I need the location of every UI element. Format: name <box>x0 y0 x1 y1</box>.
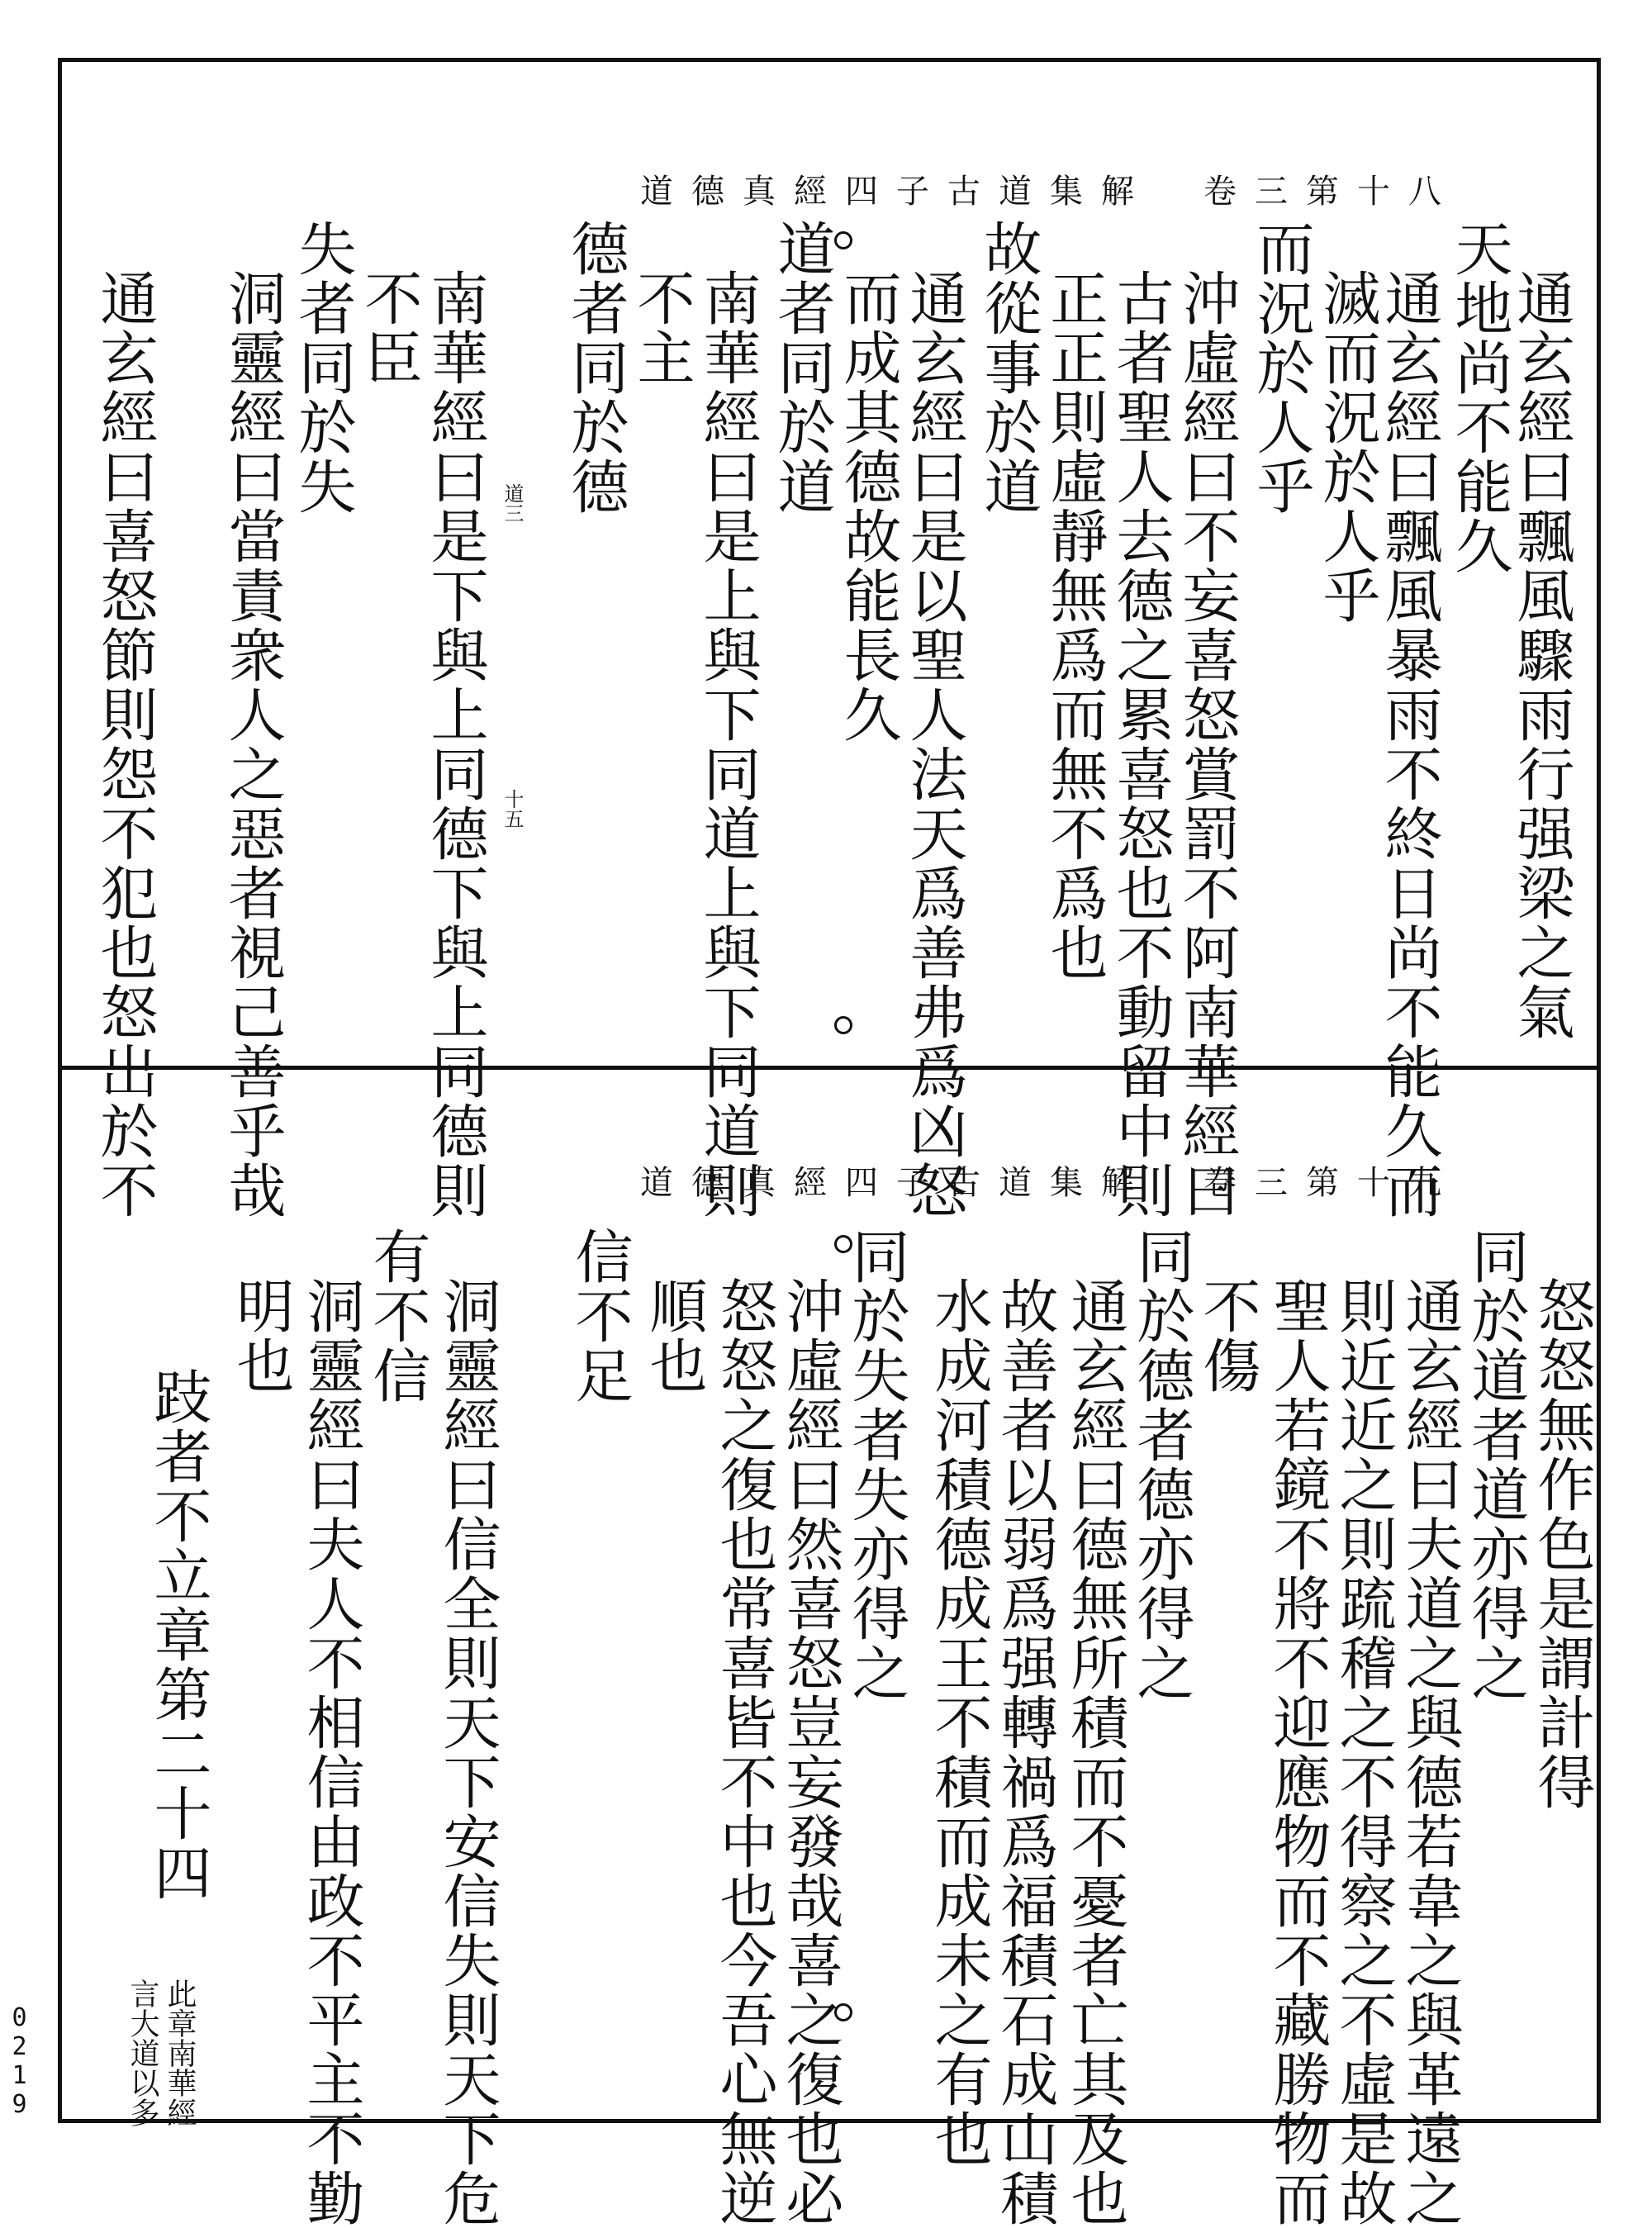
text-column: 通玄經曰夫道之與德若韋之與革遠之 <box>1396 1276 1464 2228</box>
page-number: 0219 <box>5 2003 34 2119</box>
text-column: 沖虛經曰不妄喜怒賞罰不阿南華經曰 <box>1173 268 1241 1220</box>
margin-mark: 十五 <box>501 789 524 829</box>
text-column: 怒怒無作色是謂計得 <box>1528 1276 1596 1812</box>
text-column: 不傷 <box>1194 1276 1261 1395</box>
chapter-title: 跂者不立章第二十四 <box>145 1367 212 1903</box>
text-column: 道者同於道 <box>768 219 836 516</box>
text-column: 德者同於德 <box>562 219 629 516</box>
text-column: 水成河積德成王不積而成未之有也 <box>925 1276 993 2169</box>
text-column: 則近近之則䟽稽之不得察之不虛是故 <box>1330 1276 1398 2228</box>
text-column: 滅而況於人乎 <box>1313 268 1381 625</box>
text-column: 故善者以弱爲强轉禍爲福積石成山積 <box>991 1276 1059 2228</box>
circle-mark <box>834 1016 852 1034</box>
bottom-page-header: 道德真經四子古道集解 卷三第十九 <box>640 1164 1460 1202</box>
circle-mark <box>834 1235 852 1253</box>
text-column: 正正則虛靜無爲而無不爲也 <box>1041 268 1108 982</box>
text-column: 古者聖人去德之累喜怒也不動留中則 <box>1107 268 1175 1220</box>
text-column: 不主 <box>628 268 695 387</box>
text-column: 同於德者德亦得之 <box>1127 1227 1195 1703</box>
text-column: 明也 <box>227 1276 295 1395</box>
text-column: 沖虛經曰然喜怒豈妄發哉喜之復也必 <box>776 1276 844 2228</box>
text-column: 南華經曰是上與下同道上與下同道則 <box>694 268 762 1220</box>
text-column: 通玄經曰德無所積而不憂者亡其及也 <box>1061 1276 1129 2228</box>
text-column: 洞靈經曰夫人不相信由政不平主不勤 <box>297 1276 365 2228</box>
text-column: 通玄經曰飄風暴雨不終日尚不能久而 <box>1375 268 1443 1220</box>
text-column: 同於失者失亦得之 <box>843 1227 910 1703</box>
text-column: 洞靈經曰信全則天下安信失則天下危 <box>434 1276 501 2228</box>
margin-mark: 道三 <box>501 483 524 523</box>
text-column: 通玄經曰是以聖人法天爲善弗爲凶怒 <box>900 268 968 1220</box>
text-column: 通玄經曰飄風驟雨行强梁之氣 <box>1507 268 1575 1042</box>
circle-mark <box>834 2003 852 2021</box>
text-column: 南華經曰是下與上同德下與上同德則 <box>421 268 489 1220</box>
text-column: 故從事於道 <box>975 219 1042 516</box>
note-column: 言大道以多 <box>126 1979 159 2127</box>
text-column: 而況於人乎 <box>1247 219 1315 516</box>
text-column: 怒怒之復也常喜皆不中也今吾心無逆 <box>710 1276 778 2228</box>
text-column: 同於道者道亦得之 <box>1462 1227 1530 1703</box>
text-column: 通玄經曰喜怒節則怨不犯也怒出於不 <box>91 268 159 1220</box>
text-column: 天地尚不能久 <box>1446 219 1513 576</box>
text-column: 順也 <box>640 1276 708 1395</box>
bottom-page <box>62 1070 1597 2228</box>
text-column: 有不信 <box>363 1227 431 1405</box>
text-column: 失者同於失 <box>289 219 357 516</box>
text-column: 聖人若鏡不將不迎應物而不藏勝物而 <box>1264 1276 1332 2228</box>
text-column: 不臣 <box>355 268 423 387</box>
text-column: 洞靈經曰當責衆人之惡者視己善乎哉 <box>219 268 287 1220</box>
top-page-header: 道德真經四子古道集解 卷三第十八 <box>640 173 1460 211</box>
text-column: 信不足 <box>566 1227 634 1405</box>
circle-mark <box>834 231 852 249</box>
note-column: 此章南華經 <box>163 1979 197 2127</box>
text-column: 而成其德故能長久 <box>834 268 902 744</box>
